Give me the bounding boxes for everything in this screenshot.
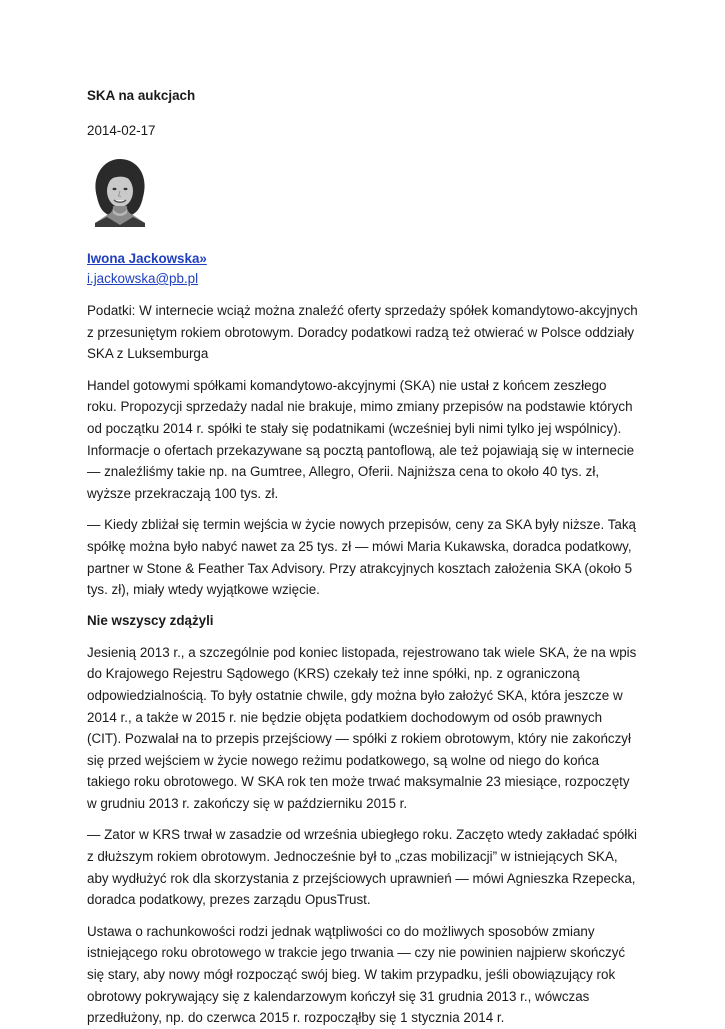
body-paragraph: — Zator w KRS trwał w zasadzie od września ubiegłego roku. Zaczęto wtedy zakładać spółki z dłuższym rokiem obrotowym. Jednocześnie był to „czas mobilizacji” w istniejących SKA, aby wydłużyć rok dla skorzystania z przejściowych uprawnień — mówi Agnieszka Rzepecka, doradca podatkowy, prezes zarządu OpusTrust.	[87, 827, 638, 908]
article-date: 2014-02-17	[87, 123, 156, 138]
section-heading: Nie wszyscy zdążyli	[87, 612, 214, 628]
article-title: SKA na aukcjach	[87, 88, 196, 103]
author-name-link[interactable]: Iwona Jackowska»	[87, 251, 207, 266]
body-paragraph: Handel gotowymi spółkami komandytowo-akcyjnymi (SKA) nie ustał z końcem zeszłego roku. Propozycji sprzedaży nadal nie brakuje, mimo zmiany przepisów na podstawie których od początku 2014 r. spółki te stały się podatnikami (wcześniej byli nimi tylko jej wspólnicy). Informacje o ofertach przekazywane są pocztą pantoflową, ale też pojawiają się w internecie — znaleźliśmy takie np. na Gumtree, Allegro, Oferii. Najniższa cena to około 40 tys. zł, wyższe przekraczają 100 tys. zł.	[87, 377, 635, 501]
body-paragraph: Jesienią 2013 r., a szczególnie pod koniec listopada, rejestrowano tak wiele SKA, że na wpis do Krajowego Rejestru Sądowego (KRS) czekały też inne spółki, np. z ograniczoną odpowiedzialnością. To były ostatnie chwile, gdy można było założyć SKA, która jeszcze w 2014 r., a także w 2015 r. nie będzie objęta podatkiem dochodowym od osób prawnych (CIT). Pozwalał na to przepis przejściowy — spółki z rokiem obrotowym, który nie zakończył się przed wejściem w życie nowego reżimu podatkowego, są wolne od niego do końca takiego roku obrotowego. W SKA rok ten może trwać maksymalnie 23 miesiące, rozpoczęty w grudniu 2013 r. zakończy się w październiku 2015 r.	[87, 644, 637, 811]
body-paragraph: — Kiedy zbliżał się termin wejścia w życie nowych przepisów, ceny za SKA były niższe. Taką spółkę można było nabyć nawet za 25 tys. zł — mówi Maria Kukawska, doradca podatkowy, partner w Stone & Feather Tax Advisory. Przy atrakcyjnych kosztach założenia SKA (około 5 tys. zł), miały wtedy wyjątkowe wzięcie.	[87, 517, 636, 598]
body-paragraph: Ustawa o rachunkowości rodzi jednak wątpliwości co do możliwych sposobów zmiany istniejącego roku obrotowego w trakcie jego trwania — czy nie powinien najpierw skończyć się stary, aby nowy mógł rozpocząć swój bieg. W takim przypadku, jeśli obowiązujący rok obrotowy pokrywający się z kalendarzowym kończył się 31 grudnia 2013 r., wówczas przedłużony, np. do czerwca 2015 r. rozpocząłby się 1 stycznia 2014 r.	[87, 923, 626, 1026]
author-email-link[interactable]: i.jackowska@pb.pl	[87, 271, 199, 286]
author-photo	[87, 153, 153, 227]
lead-paragraph: Podatki: W internecie wciąż można znaleźć oferty sprzedaży spółek komandytowo-akcyjnych z przesuniętym rokiem obrotowym. Doradcy podatkowi radzą też otwierać w Polsce oddziały SKA z Luksemburga	[87, 303, 638, 362]
